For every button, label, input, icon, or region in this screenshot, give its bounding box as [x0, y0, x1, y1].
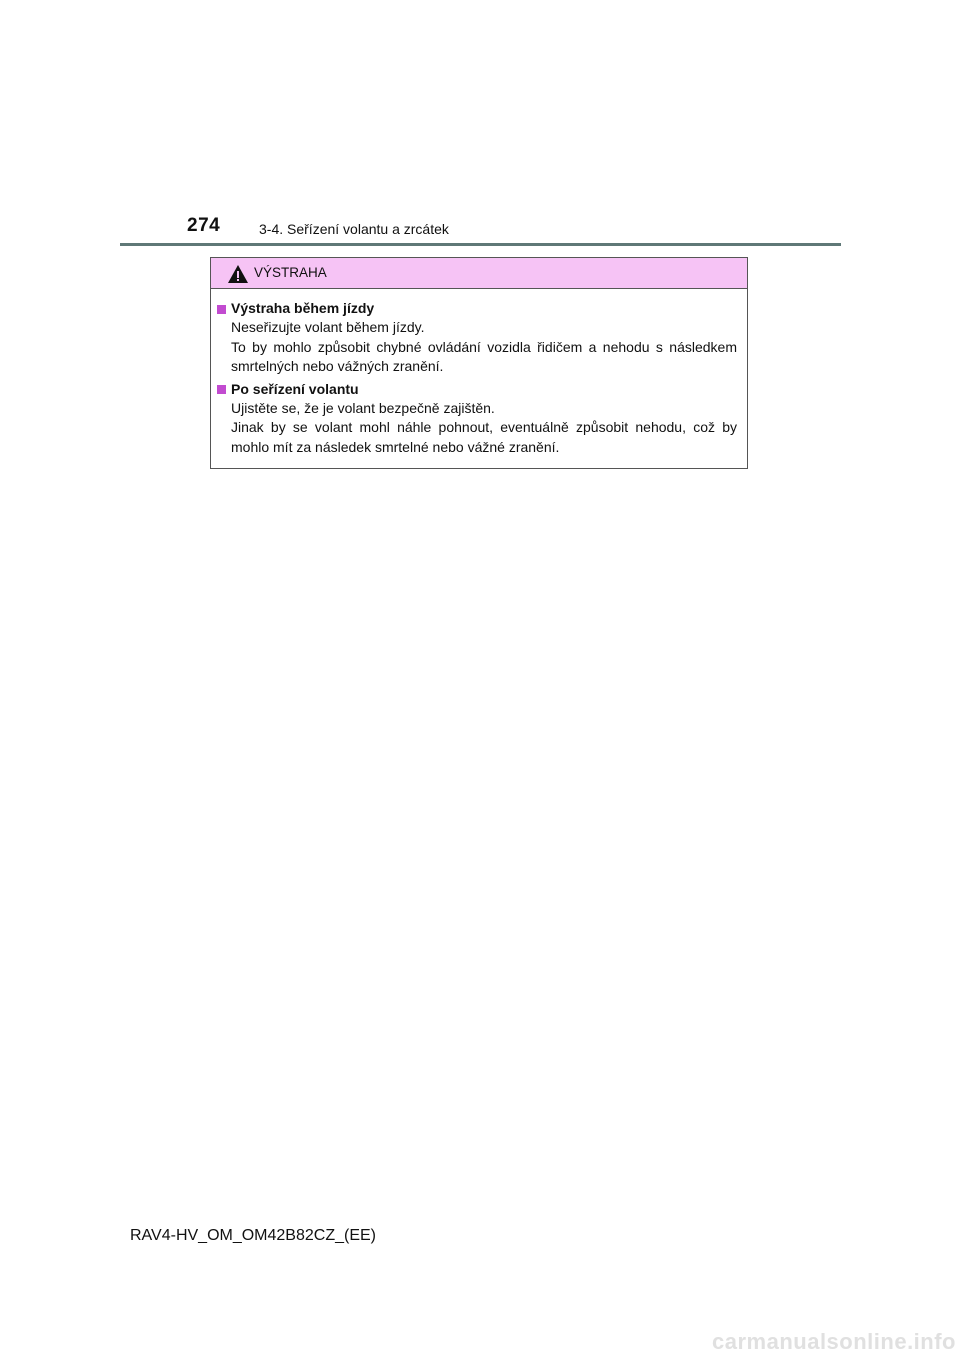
footer-document-code: RAV4-HV_OM_OM42B82CZ_(EE)	[130, 1227, 376, 1244]
square-bullet-icon	[217, 305, 226, 314]
warning-item-line: Jinak by se volant mohl náhle pohnout, eventuálně způsobit nehodu, což by mohlo mít za následek smrtelné nebo vážné zranění.	[231, 419, 737, 455]
warning-item-heading	[217, 299, 737, 318]
warning-item-heading-text: Po seřízení volantu	[231, 380, 359, 397]
warning-item-text	[217, 399, 737, 458]
warning-item-heading	[217, 380, 737, 399]
warning-item	[217, 380, 737, 458]
section-title: 3-4. Seřízení volantu a zrcátek	[259, 221, 449, 237]
warning-item-heading-text: Výstraha během jízdy	[231, 300, 375, 316]
warning-header	[211, 258, 747, 289]
header-divider	[120, 243, 841, 246]
warning-body	[211, 289, 747, 457]
warning-item-text	[217, 318, 737, 377]
warning-box	[210, 257, 748, 469]
warning-item-line: Neseřizujte volant během jízdy.	[231, 319, 425, 335]
warning-triangle-icon	[227, 264, 249, 284]
watermark: carmanualsonline.info	[712, 1329, 956, 1354]
warning-item	[217, 299, 737, 377]
page-number: 274	[187, 215, 221, 236]
square-bullet-icon	[217, 385, 226, 394]
warning-item-line: To by mohlo způsobit chybné ovládání vozidla řidičem a nehodu s následkem smrtelných nebo vážných zranění.	[231, 338, 737, 374]
warning-item-line: Ujistěte se, že je volant bezpečně zajištěn.	[231, 399, 495, 416]
warning-title: VÝSTRAHA	[254, 265, 327, 280]
